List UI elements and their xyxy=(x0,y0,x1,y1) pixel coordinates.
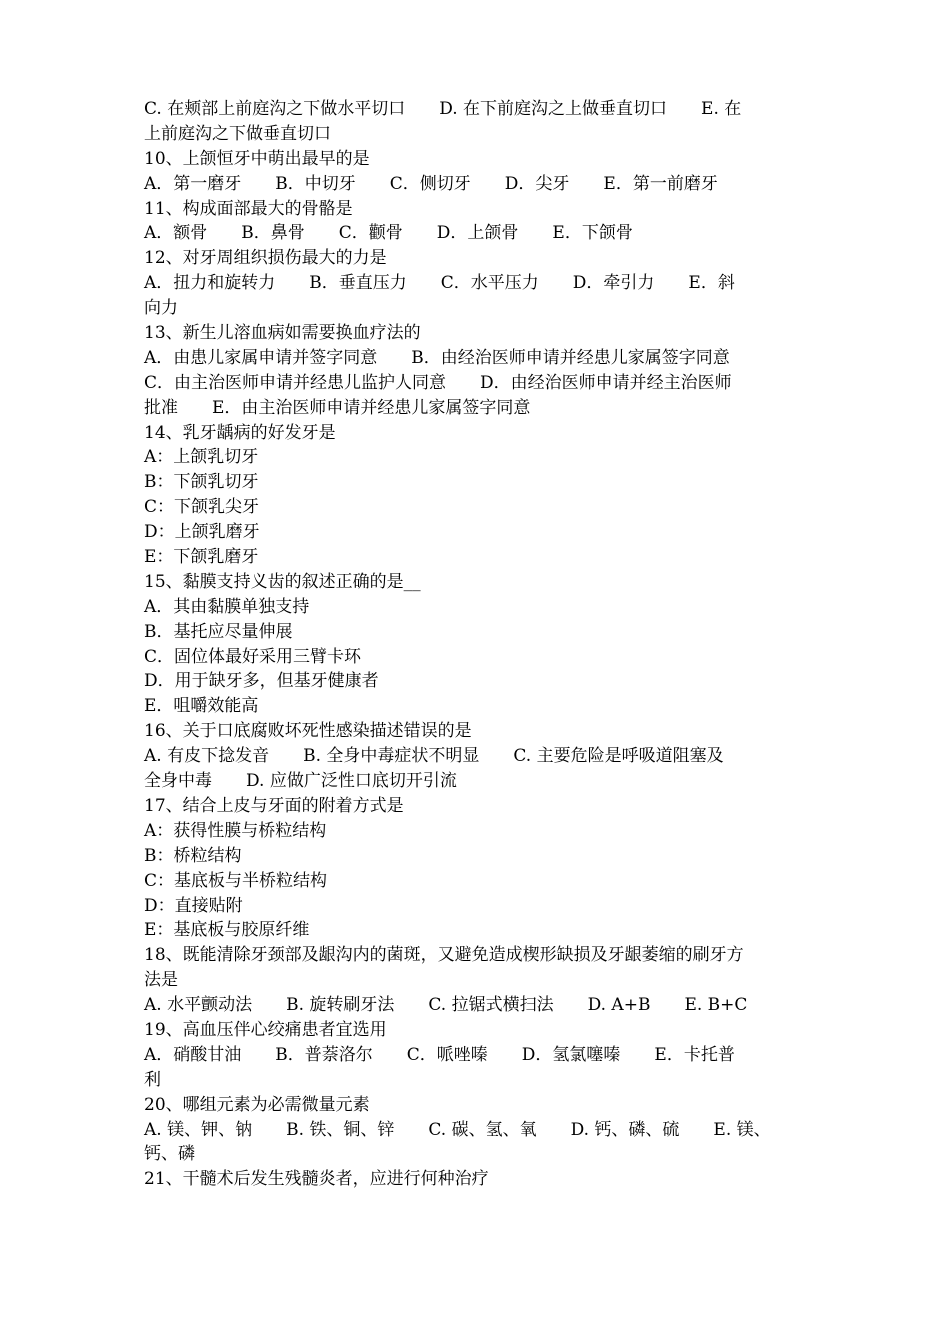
option-line: C：基底板与半桥粒结构 xyxy=(144,870,328,891)
question-line: 21、干髓术后发生残髓炎者，应进行何种治疗 xyxy=(144,1169,489,1190)
question-line: 11、构成面部最大的骨骼是 xyxy=(144,198,353,219)
question-line: 20、哪组元素为必需微量元素 xyxy=(144,1094,370,1115)
option-line: D：直接贴附 xyxy=(144,895,243,916)
option-line: A．第一磨牙 B．中切牙 C．侧切牙 D．尖牙 E．第一前磨牙 xyxy=(144,173,718,194)
option-line: E：基底板与胶原纤维 xyxy=(144,920,310,941)
option-line: A．其由黏膜单独支持 xyxy=(144,596,310,617)
question-line: 19、高血压伴心绞痛患者宜选用 xyxy=(144,1019,387,1040)
option-line: C. 在颊部上前庭沟之下做水平切口 D. 在下前庭沟之上做垂直切口 E. 在 xyxy=(144,99,742,119)
question-line: 13、新生儿溶血病如需要换血疗法的 xyxy=(144,323,421,344)
option-line: A. 镁、钾、钠 B. 铁、铜、锌 C. 碳、氢、氧 D. 钙、磷、硫 E. 镁、 xyxy=(144,1119,771,1140)
question-line: 12、对牙周组织损伤最大的力是 xyxy=(144,248,387,269)
option-line: 利 xyxy=(144,1069,161,1090)
option-line: A．扭力和旋转力 B．垂直压力 C．水平压力 D．牵引力 E．斜 xyxy=(144,273,735,294)
option-line: 向力 xyxy=(144,298,178,319)
question-line: 14、乳牙龋病的好发牙是 xyxy=(144,422,336,443)
option-line: D．用于缺牙多，但基牙健康者 xyxy=(144,671,379,692)
option-line: B．基托应尽量伸展 xyxy=(144,621,293,642)
option-line: E．咀嚼效能高 xyxy=(144,696,259,717)
option-line: 钙、磷 xyxy=(144,1144,195,1165)
option-line: A．由患儿家属申请并签字同意 B．由经治医师申请并经患儿家属签字同意 xyxy=(144,347,730,368)
option-line: C．由主治医师申请并经患儿监护人同意 D．由经治医师申请并经主治医师 xyxy=(144,372,732,393)
question-line: 17、结合上皮与牙面的附着方式是 xyxy=(144,795,404,816)
document-page xyxy=(144,97,808,1192)
question-line: 15、黏膜支持义齿的叙述正确的是__ xyxy=(144,571,421,592)
option-line: C．固位体最好采用三臂卡环 xyxy=(144,646,362,667)
option-line: 全身中毒 D. 应做广泛性口底切开引流 xyxy=(144,771,457,792)
option-line: A. 有皮下捻发音 B. 全身中毒症状不明显 C. 主要危险是呼吸道阻塞及 xyxy=(144,746,724,767)
option-line: 批准 E．由主治医师申请并经患儿家属签字同意 xyxy=(144,397,531,418)
option-line: D：上颌乳磨牙 xyxy=(144,522,260,543)
option-line: B：下颌乳切牙 xyxy=(144,472,259,493)
option-line: 上前庭沟之下做垂直切口 xyxy=(144,123,331,144)
question-line: 18、既能清除牙颈部及龈沟内的菌斑，又避免造成楔形缺损及牙龈萎缩的刷牙方 xyxy=(144,945,744,966)
option-line: A．硝酸甘油 B．普萘洛尔 C．哌唑嗪 D．氢氯噻嗪 E．卡托普 xyxy=(144,1044,735,1065)
option-line: C：下颌乳尖牙 xyxy=(144,497,260,518)
question-line: 法是 xyxy=(144,970,178,991)
question-line: 10、上颌恒牙中萌出最早的是 xyxy=(144,148,370,169)
option-line: A：获得性膜与桥粒结构 xyxy=(144,820,327,841)
option-line: B：桥粒结构 xyxy=(144,845,242,866)
option-line: A：上颌乳切牙 xyxy=(144,447,259,468)
question-line: 16、关于口底腐败坏死性感染描述错误的是 xyxy=(144,721,472,742)
option-line: E：下颌乳磨牙 xyxy=(144,547,259,568)
option-line: A．额骨 B．鼻骨 C．颧骨 D．上颌骨 E．下颌骨 xyxy=(144,223,633,244)
option-line: A. 水平颤动法 B. 旋转刷牙法 C. 拉锯式横扫法 D. A+B E. B+C xyxy=(144,995,748,1016)
